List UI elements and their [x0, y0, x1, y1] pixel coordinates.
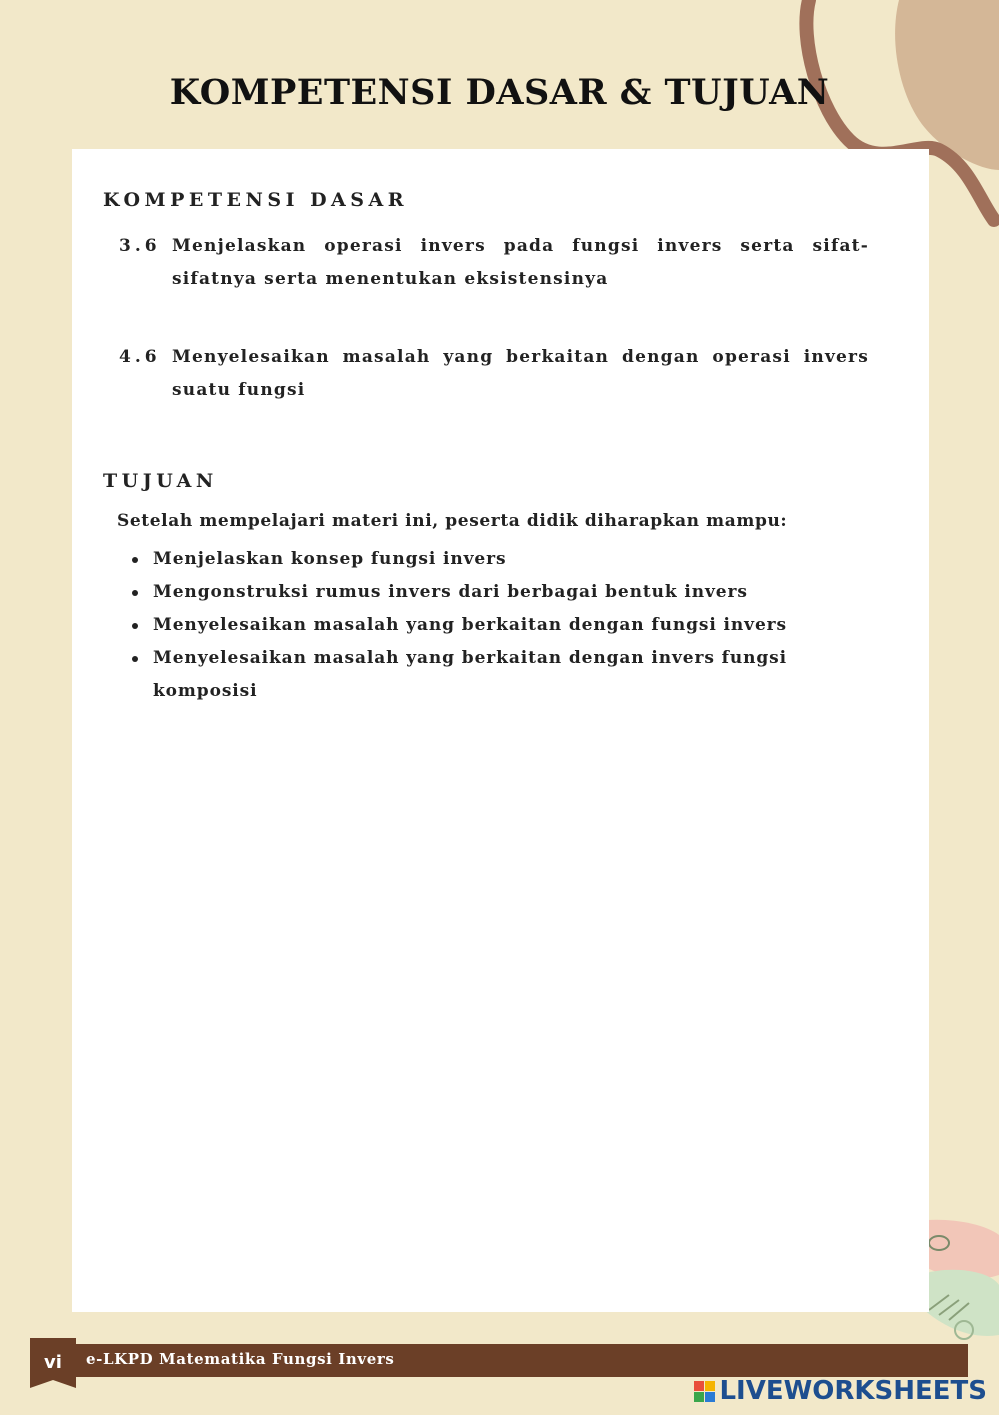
page-title: KOMPETENSI DASAR & TUJUAN [169, 72, 830, 113]
tujuan-list-item [153, 543, 833, 576]
kompetensi-dasar-heading: KOMPETENSI DASAR [103, 189, 409, 211]
tujuan-heading: TUJUAN [103, 470, 218, 492]
tujuan-intro: Setelah mempelajari materi ini, peserta didik diharapkan mampu: [117, 511, 788, 531]
bullet-icon [132, 557, 138, 563]
liveworksheets-icon [694, 1381, 715, 1402]
tujuan-item-text: Menyelesaikan masalah yang berkaitan dengan invers fungsi komposisi [153, 648, 787, 701]
bullet-icon [132, 656, 138, 662]
kd-item-text: Menyelesaikan masalah yang berkaitan dengan operasi invers suatu fungsi [172, 347, 869, 400]
kd-item [119, 230, 869, 296]
kd-item-text: Menjelaskan operasi invers pada fungsi invers serta sifat-sifatnya serta menentukan eksistensinya [172, 236, 869, 289]
kd-item [119, 341, 869, 407]
tujuan-list-item [153, 642, 833, 708]
kd-item-number: 4.6 [119, 347, 161, 367]
bullet-icon [132, 623, 138, 629]
kd-item-number: 3.6 [119, 236, 161, 256]
footer-page-number: vi [44, 1352, 62, 1373]
tujuan-item-text: Mengonstruksi rumus invers dari berbagai bentuk invers [153, 582, 748, 602]
tujuan-list-item [153, 576, 833, 609]
liveworksheets-logo[interactable] [694, 1374, 987, 1408]
tujuan-item-text: Menjelaskan konsep fungsi invers [153, 549, 507, 569]
tujuan-list-item [153, 609, 833, 642]
liveworksheets-text: LIVEWORKSHEETS [719, 1376, 987, 1406]
tujuan-item-text: Menyelesaikan masalah yang berkaitan dengan fungsi invers [153, 615, 787, 635]
content-card [72, 149, 929, 1312]
bullet-icon [132, 590, 138, 596]
tujuan-list [153, 543, 833, 708]
footer-title: e-LKPD Matematika Fungsi Invers [86, 1350, 395, 1368]
